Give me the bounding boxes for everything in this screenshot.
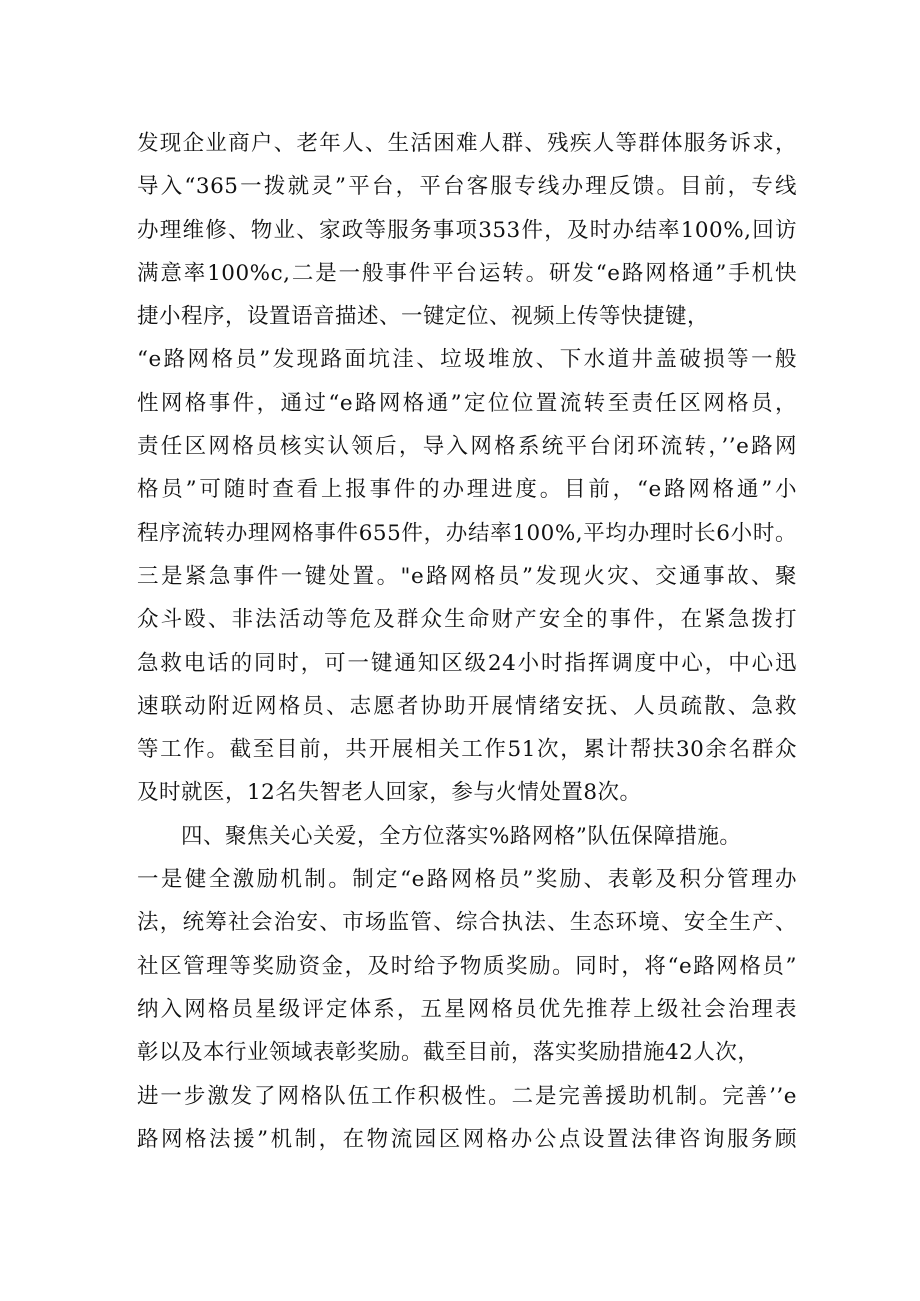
text-line: 责任区网格员核实认领后，导入网格系统平台闭环流转，’’e路网 <box>137 434 797 460</box>
text-line: 一是健全激励机制。制定“e路网格员”奖励、表彰及积分管理办 <box>137 867 797 893</box>
section-heading-line: 四、聚焦关心关爱，全方位落实%路网格”队伍保障措施。 <box>181 823 742 849</box>
body-text <box>137 122 797 1161</box>
text-line: 等工作。截至目前，共开展相关工作51次，累计帮扶30余名群众 <box>137 737 797 763</box>
text-line: 性网格事件，通过“e路网格通”定位位置流转至责任区网格员， <box>137 390 797 416</box>
text-line: 法，统筹社会治安、市场监管、综合执法、生态环境、安全生产、 <box>137 910 797 936</box>
text-line: “e路网格员”发现路面坑洼、垃圾堆放、下水道井盖破损等一般 <box>137 347 797 373</box>
text-line: 彰以及本行业领域表彰奖励。截至目前，落实奖励措施42人次， <box>137 1040 760 1066</box>
text-line: 办理维修、物业、家政等服务事项353件，及时办结率100%,回访 <box>137 217 797 243</box>
text-line: 导入“365一拨就灵”平台，平台客服专线办理反馈。目前，专线 <box>137 174 797 200</box>
text-line: 捷小程序，设置语音描述、一键定位、视频上传等快捷键， <box>137 304 710 330</box>
text-line: 进一步激发了网格队伍工作积极性。二是完善援助机制。完善’’e <box>137 1083 797 1109</box>
text-line: 及时就医，12名失智老人回家，参与火情处置8次。 <box>137 780 642 806</box>
text-line: 满意率100%c,二是一般事件平台运转。研发“e路网格通”手机快 <box>137 260 797 286</box>
text-line: 急救电话的同时，可一键通知区级24小时指挥调度中心，中心迅 <box>137 650 797 676</box>
text-line: 速联动附近网格员、志愿者协助开展情绪安抚、人员疏散、急救 <box>137 693 797 719</box>
text-line: 程序流转办理网格事件655件，办结率100%,平均办理时长6小时。 <box>137 520 797 546</box>
text-line: 路网格法援”机制，在物流园区网格办公点设置法律咨询服务顾 <box>137 1126 797 1152</box>
text-line: 众斗殴、非法活动等危及群众生命财产安全的事件，在紧急拨打 <box>137 607 797 633</box>
text-line: 纳入网格员星级评定体系，五星网格员优先推荐上级社会治理表 <box>137 996 797 1022</box>
text-line: 格员”可随时查看上报事件的办理进度。目前，“e路网格通”小 <box>137 477 797 503</box>
text-line: 社区管理等奖励资金，及时给予物质奖励。同时，将“e路网格员” <box>137 953 797 979</box>
text-line: 发现企业商户、老年人、生活困难人群、残疾人等群体服务诉求， <box>137 131 797 156</box>
text-line: 三是紧急事件一键处置。"e路网格员”发现火灾、交通事故、聚 <box>137 563 797 589</box>
